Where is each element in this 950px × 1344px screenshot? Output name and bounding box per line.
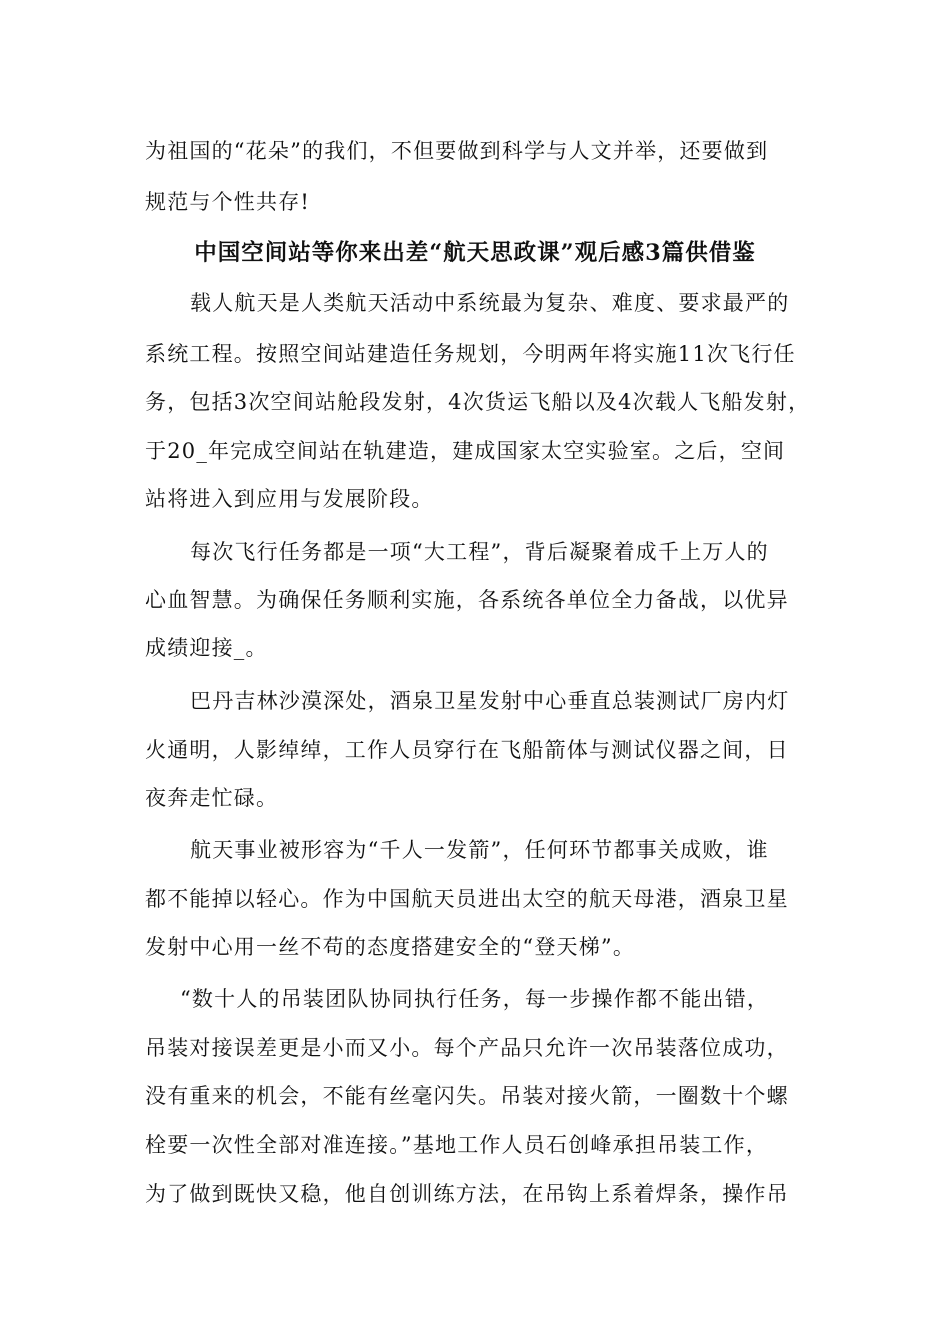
paragraph-1-line-4: 于20_年完成空间站在轨建造，建成国家太空实验室。之后，空间	[145, 439, 786, 463]
paragraph-2-line-1: 每次飞行任务都是一项“大工程”，背后凝聚着成千上万人的	[190, 540, 769, 564]
paragraph-3-line-1: 巴丹吉林沙漠深处，酒泉卫星发射中心垂直总装测试厂房内灯	[190, 689, 790, 713]
paragraph-4-line-1: 航天事业被形容为“千人一发箭”，任何环节都事关成败，谁	[190, 838, 769, 862]
paragraph-2-line-3: 成绩迎接_。	[145, 636, 268, 660]
intro-line-2: 规范与个性共存!	[145, 190, 311, 214]
paragraph-1-line-3: 务，包括3次空间站舱段发射，4次货运飞船以及4次载人飞船发射，	[145, 390, 811, 414]
paragraph-5-line-2: 吊装对接误差更是小而又小。每个产品只允许一次吊装落位成功，	[145, 1036, 789, 1060]
paragraph-5-line-3: 没有重来的机会，不能有丝毫闪失。吊装对接火箭，一圈数十个螺	[145, 1084, 789, 1108]
paragraph-5-line-5: 为了做到既快又稳，他自创训练方法，在吊钩上系着焊条，操作吊	[145, 1182, 789, 1206]
intro-line-1: 为祖国的“花朵”的我们，不但要做到科学与人文并举，还要做到	[145, 139, 769, 163]
paragraph-1-line-2: 系统工程。按照空间站建造任务规划，今明两年将实施11次飞行任	[145, 342, 796, 366]
paragraph-3-line-2: 火通明，人影绰绰，工作人员穿行在飞船箭体与测试仪器之间，日	[145, 738, 789, 762]
article-title: 中国空间站等你来出差“航天思政课”观后感3篇供借鉴	[194, 240, 756, 266]
paragraph-1-line-1: 载人航天是人类航天活动中系统最为复杂、难度、要求最严的	[190, 291, 790, 315]
paragraph-5-line-4: 栓要一次性全部对准连接。”基地工作人员石创峰承担吊装工作，	[145, 1133, 769, 1157]
paragraph-4-line-3: 发射中心用一丝不苟的态度搭建安全的“登天梯”。	[145, 935, 636, 959]
paragraph-4-line-2: 都不能掉以轻心。作为中国航天员进出太空的航天母港，酒泉卫星	[145, 887, 789, 911]
paragraph-1-line-5: 站将进入到应用与发展阶段。	[145, 487, 434, 511]
paragraph-2-line-2: 心血智慧。为确保任务顺利实施，各系统各单位全力备战，以优异	[145, 588, 789, 612]
paragraph-5-line-1: “数十人的吊装团队协同执行任务，每一步操作都不能出错，	[180, 987, 770, 1011]
paragraph-3-line-3: 夜奔走忙碌。	[145, 786, 279, 810]
